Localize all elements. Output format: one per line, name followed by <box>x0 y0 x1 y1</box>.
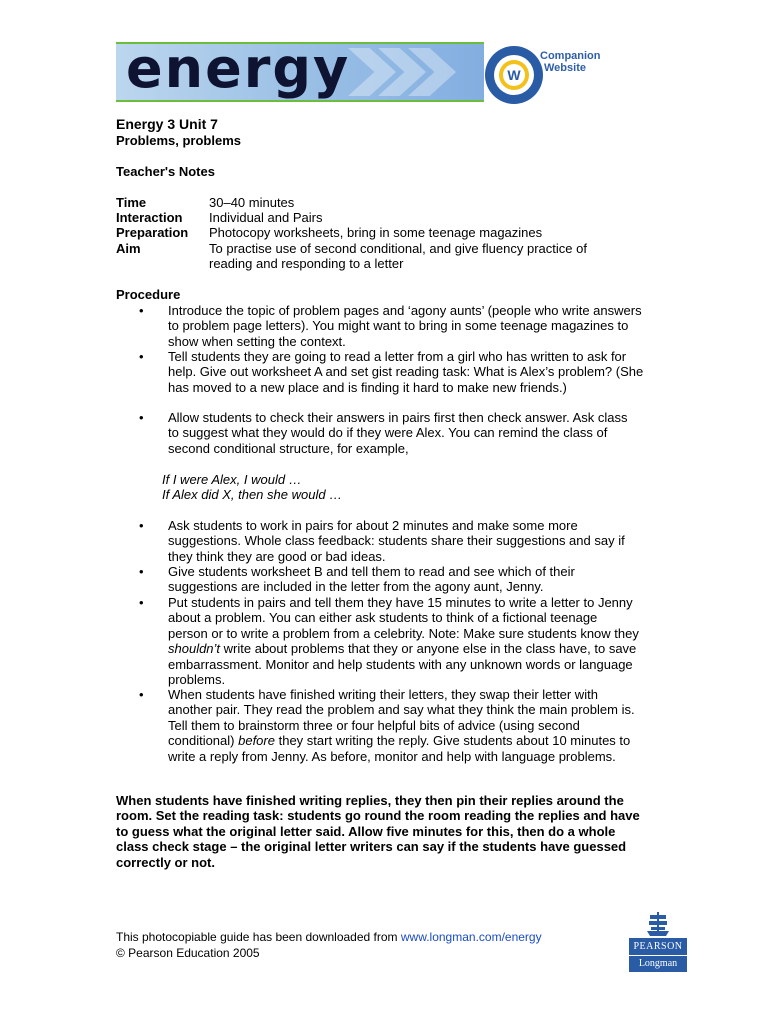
step-7-text-end: they start writing the reply. Give students about 10 minutes to write a reply from Jenny. As before, monitor and help with language problems. <box>168 733 631 764</box>
meta-value-aim: To practise use of second conditional, and give fluency practice of reading and responding to a letter <box>209 241 587 272</box>
page-footer <box>116 930 596 962</box>
companion-website-badge-icon <box>483 44 545 106</box>
step-7-text: When students have finished writing their letters, they swap their letter with another pair. They read the problem and say what they think the main problem is. Tell them to brainstorm three or four helpful bits of advice (using second conditional) <box>168 687 635 749</box>
bullet-marker: • <box>139 687 144 702</box>
ship-icon <box>645 911 671 937</box>
bullet-marker: • <box>139 595 144 610</box>
page-title: Energy 3 Unit 7 <box>116 116 218 132</box>
svg-text:W: W <box>507 67 521 83</box>
download-notice <box>116 930 596 946</box>
pearson-wordmark: PEARSON <box>629 938 687 955</box>
energy-logo-word: energy <box>126 42 351 100</box>
page-subtitle: Problems, problems <box>116 133 241 148</box>
procedure-step-5: Give students worksheet B and tell them to read and see which of their suggestions are included in the letter from the agony aunt, Jenny. <box>168 564 575 595</box>
example-sentence-1: If I were Alex, I would … <box>162 472 302 487</box>
longman-wordmark: Longman <box>629 956 687 972</box>
copyright-notice: © Pearson Education 2005 <box>116 945 260 960</box>
companion-website-label <box>540 50 601 74</box>
procedure-step-1: Introduce the topic of problem pages and ‘agony aunts’ (people who write answers to problem page letters). You might want to bring in some teenage magazines to show when setting the context. <box>168 303 642 349</box>
example-sentence-2: If Alex did X, then she would … <box>162 487 343 502</box>
bullet-marker: • <box>139 303 144 318</box>
bullet-marker: • <box>139 564 144 579</box>
pearson-longman-logo <box>629 911 687 973</box>
meta-value-time: 30–40 minutes <box>209 195 295 210</box>
procedure-step-2: Tell students they are going to read a letter from a girl who has written to ask for help. Give out worksheet A and set gist reading task: What is Alex’s problem? (She has moved to a new place and is finding it hard to make new friends.) <box>168 349 644 395</box>
meta-value-interaction: Individual and Pairs <box>209 210 323 225</box>
procedure-heading: Procedure <box>116 287 181 302</box>
procedure-step-7 <box>168 687 640 764</box>
companion-label-line2: Website <box>544 62 586 74</box>
meta-label-preparation: Preparation <box>116 225 189 240</box>
banner-bar <box>116 42 484 102</box>
energy-banner <box>116 42 616 102</box>
section-heading: Teacher's Notes <box>116 164 215 179</box>
procedure-step-4: Ask students to work in pairs for about 2 minutes and make some more suggestions. Whole class feedback: students share their suggestions and say if they think they are good or bad ideas. <box>168 518 625 564</box>
step-7-emphasis: before <box>238 733 275 749</box>
bullet-marker: • <box>139 349 144 364</box>
step-6-text-end: write about problems that they or anyone else in the class have, to save embarrassment. Monitor and help students with any unknown words or language problems. <box>168 641 637 688</box>
step-6-text: Put students in pairs and tell them they have 15 minutes to write a letter to Jenny about a problem. You can either ask students to think of a fictional teenage person or to write a problem from a celebrity. Note: Make sure students know they <box>168 595 639 641</box>
meta-label-interaction: Interaction <box>116 210 183 225</box>
procedure-step-6 <box>168 595 640 687</box>
bullet-marker: • <box>139 410 144 425</box>
bullet-marker: • <box>139 518 144 533</box>
longman-energy-link[interactable]: www.longman.com/energy <box>400 930 542 944</box>
meta-label-time: Time <box>116 195 147 210</box>
meta-value-preparation: Photocopy worksheets, bring in some teenage magazines <box>209 225 543 240</box>
procedure-step-3: Allow students to check their answers in pairs first then check answer. Ask class to suggest what they would do if they were Alex. You can remind the class of second conditional structure, for example, <box>168 410 628 456</box>
companion-label-line1: Companion <box>540 50 601 62</box>
meta-label-aim: Aim <box>116 241 141 256</box>
step-6-emphasis: shouldn’t <box>168 641 221 657</box>
download-notice-text: This photocopiable guide has been downloaded from <box>116 930 401 944</box>
closing-paragraph: When students have finished writing replies, they then pin their replies around the room. Set the reading task: students go round the room reading the replies and have to guess what the original letter said. Allow five minutes for this, then do a whole class check stage – the original letter writers can say if the students have guessed correctly or not. <box>116 793 640 870</box>
